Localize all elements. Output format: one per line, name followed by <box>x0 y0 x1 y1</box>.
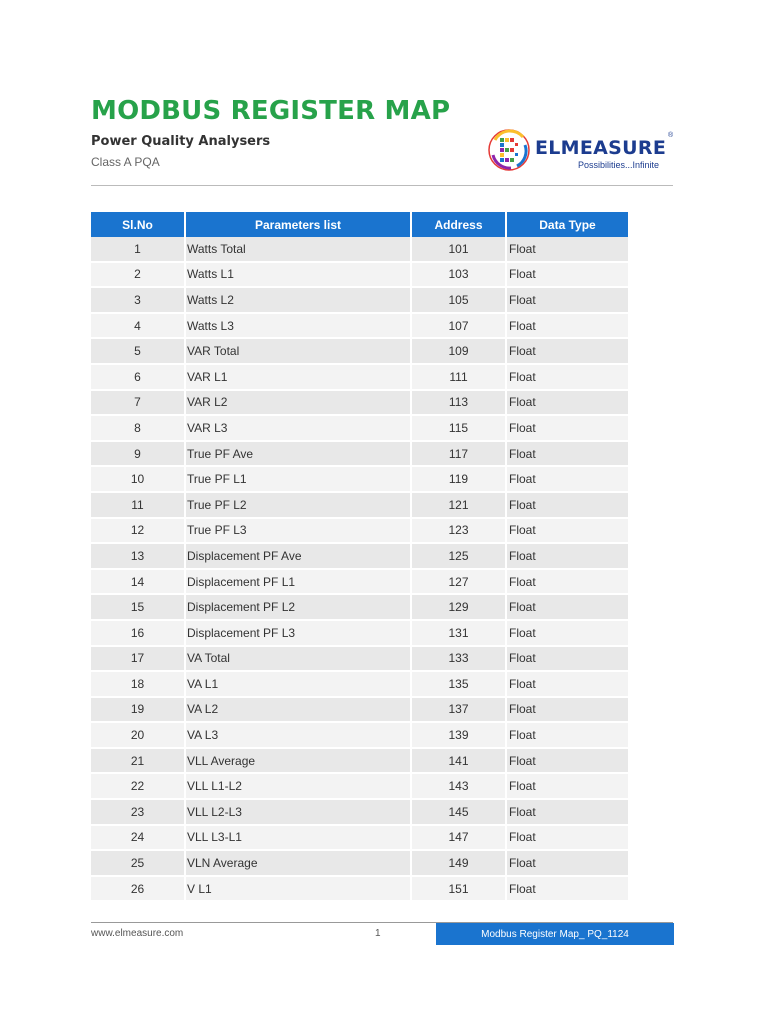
cell-address: 147 <box>411 825 506 851</box>
cell-parameter: Watts L2 <box>185 287 411 313</box>
cell-address: 141 <box>411 748 506 774</box>
cell-sl-no: 21 <box>91 748 185 774</box>
footer-page-number: 1 <box>375 928 381 939</box>
table-row <box>91 466 628 492</box>
cell-parameter: True PF Ave <box>185 441 411 467</box>
table-row <box>91 287 628 313</box>
table-row <box>91 876 628 902</box>
cell-data-type: Float <box>506 876 628 902</box>
cell-sl-no: 4 <box>91 313 185 339</box>
cell-data-type: Float <box>506 390 628 416</box>
cell-data-type: Float <box>506 697 628 723</box>
cell-parameter: Watts L3 <box>185 313 411 339</box>
cell-address: 131 <box>411 620 506 646</box>
cell-address: 137 <box>411 697 506 723</box>
cell-data-type: Float <box>506 262 628 288</box>
table-header-row <box>91 212 628 237</box>
cell-address: 151 <box>411 876 506 902</box>
cell-data-type: Float <box>506 646 628 672</box>
cell-sl-no: 5 <box>91 338 185 364</box>
cell-parameter: Watts Total <box>185 237 411 262</box>
cell-parameter: VAR Total <box>185 338 411 364</box>
cell-address: 133 <box>411 646 506 672</box>
cell-sl-no: 16 <box>91 620 185 646</box>
table-row <box>91 338 628 364</box>
cell-data-type: Float <box>506 518 628 544</box>
cell-sl-no: 19 <box>91 697 185 723</box>
elmeasure-logo <box>487 125 677 175</box>
table-row <box>91 825 628 851</box>
cell-data-type: Float <box>506 338 628 364</box>
table-row <box>91 492 628 518</box>
cell-data-type: Float <box>506 441 628 467</box>
cell-address: 113 <box>411 390 506 416</box>
cell-parameter: VA L2 <box>185 697 411 723</box>
cell-sl-no: 10 <box>91 466 185 492</box>
cell-data-type: Float <box>506 671 628 697</box>
cell-address: 135 <box>411 671 506 697</box>
cell-sl-no: 12 <box>91 518 185 544</box>
cell-address: 105 <box>411 287 506 313</box>
header-sl-no: Sl.No <box>91 212 185 237</box>
page-subtitle: Power Quality Analysers <box>91 134 271 149</box>
table-row <box>91 671 628 697</box>
cell-parameter: VLL L1-L2 <box>185 773 411 799</box>
cell-parameter: VLL L3-L1 <box>185 825 411 851</box>
cell-parameter: VLL Average <box>185 748 411 774</box>
table-row <box>91 850 628 876</box>
page-title: MODBUS REGISTER MAP <box>91 96 451 126</box>
header-divider <box>91 185 673 186</box>
cell-data-type: Float <box>506 825 628 851</box>
table-row <box>91 364 628 390</box>
logo-tagline: Possibilities...Infinite <box>578 160 660 170</box>
cell-address: 117 <box>411 441 506 467</box>
cell-sl-no: 3 <box>91 287 185 313</box>
cell-parameter: VAR L3 <box>185 415 411 441</box>
cell-sl-no: 18 <box>91 671 185 697</box>
cell-parameter: VAR L1 <box>185 364 411 390</box>
cell-data-type: Float <box>506 364 628 390</box>
table-row <box>91 748 628 774</box>
cell-parameter: True PF L3 <box>185 518 411 544</box>
cell-sl-no: 1 <box>91 237 185 262</box>
cell-address: 101 <box>411 237 506 262</box>
cell-data-type: Float <box>506 748 628 774</box>
logo-brand-name: ELMEASURE <box>535 137 667 159</box>
cell-sl-no: 26 <box>91 876 185 902</box>
table-row <box>91 697 628 723</box>
cell-address: 129 <box>411 594 506 620</box>
table-row <box>91 543 628 569</box>
cell-address: 121 <box>411 492 506 518</box>
cell-parameter: True PF L2 <box>185 492 411 518</box>
cell-data-type: Float <box>506 287 628 313</box>
cell-sl-no: 24 <box>91 825 185 851</box>
table-row <box>91 594 628 620</box>
cell-sl-no: 25 <box>91 850 185 876</box>
table-row <box>91 518 628 544</box>
cell-address: 143 <box>411 773 506 799</box>
cell-sl-no: 14 <box>91 569 185 595</box>
cell-data-type: Float <box>506 594 628 620</box>
cell-sl-no: 13 <box>91 543 185 569</box>
cell-parameter: VA L3 <box>185 722 411 748</box>
cell-address: 123 <box>411 518 506 544</box>
cell-parameter: VLN Average <box>185 850 411 876</box>
cell-data-type: Float <box>506 543 628 569</box>
cell-data-type: Float <box>506 799 628 825</box>
cell-data-type: Float <box>506 466 628 492</box>
table-row <box>91 441 628 467</box>
table-row <box>91 799 628 825</box>
cell-parameter: Displacement PF L1 <box>185 569 411 595</box>
footer-website: www.elmeasure.com <box>91 928 184 939</box>
cell-sl-no: 11 <box>91 492 185 518</box>
elmeasure-logo-icon <box>487 125 531 175</box>
header-address: Address <box>411 212 506 237</box>
cell-data-type: Float <box>506 237 628 262</box>
table-row <box>91 620 628 646</box>
cell-parameter: True PF L1 <box>185 466 411 492</box>
cell-parameter: Displacement PF L2 <box>185 594 411 620</box>
header-data-type: Data Type <box>506 212 628 237</box>
cell-address: 145 <box>411 799 506 825</box>
cell-parameter: Displacement PF L3 <box>185 620 411 646</box>
cell-address: 139 <box>411 722 506 748</box>
cell-sl-no: 23 <box>91 799 185 825</box>
cell-address: 111 <box>411 364 506 390</box>
cell-parameter: Displacement PF Ave <box>185 543 411 569</box>
logo-registered-mark: ® <box>668 132 674 139</box>
cell-address: 107 <box>411 313 506 339</box>
table-row <box>91 390 628 416</box>
cell-sl-no: 7 <box>91 390 185 416</box>
cell-parameter: VA L1 <box>185 671 411 697</box>
table-row <box>91 415 628 441</box>
cell-sl-no: 15 <box>91 594 185 620</box>
table-row <box>91 313 628 339</box>
cell-sl-no: 8 <box>91 415 185 441</box>
cell-sl-no: 20 <box>91 722 185 748</box>
cell-parameter: VA Total <box>185 646 411 672</box>
page-subsubtitle: Class A PQA <box>91 155 160 169</box>
cell-data-type: Float <box>506 313 628 339</box>
cell-sl-no: 9 <box>91 441 185 467</box>
table-row <box>91 262 628 288</box>
cell-address: 119 <box>411 466 506 492</box>
cell-data-type: Float <box>506 620 628 646</box>
cell-parameter: VAR L2 <box>185 390 411 416</box>
footer-doc-id-banner <box>436 923 674 945</box>
table-row <box>91 722 628 748</box>
cell-data-type: Float <box>506 850 628 876</box>
table-row <box>91 237 628 262</box>
cell-address: 103 <box>411 262 506 288</box>
cell-data-type: Float <box>506 415 628 441</box>
cell-data-type: Float <box>506 492 628 518</box>
table-row <box>91 773 628 799</box>
cell-address: 149 <box>411 850 506 876</box>
cell-sl-no: 22 <box>91 773 185 799</box>
table-row <box>91 646 628 672</box>
cell-address: 127 <box>411 569 506 595</box>
cell-address: 109 <box>411 338 506 364</box>
cell-address: 115 <box>411 415 506 441</box>
cell-parameter: VLL L2-L3 <box>185 799 411 825</box>
cell-parameter: Watts L1 <box>185 262 411 288</box>
cell-data-type: Float <box>506 722 628 748</box>
table-body <box>91 237 628 901</box>
cell-address: 125 <box>411 543 506 569</box>
cell-data-type: Float <box>506 569 628 595</box>
register-map-table <box>91 212 628 902</box>
cell-sl-no: 17 <box>91 646 185 672</box>
cell-sl-no: 2 <box>91 262 185 288</box>
cell-sl-no: 6 <box>91 364 185 390</box>
cell-parameter: V L1 <box>185 876 411 902</box>
header-parameters-list: Parameters list <box>185 212 411 237</box>
table-row <box>91 569 628 595</box>
cell-data-type: Float <box>506 773 628 799</box>
footer-doc-id: Modbus Register Map_ PQ_1124 <box>481 928 629 940</box>
